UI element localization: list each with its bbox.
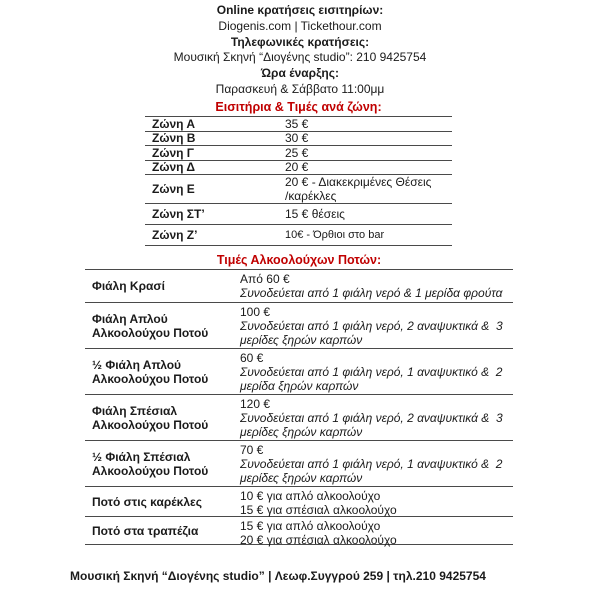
zone-price-line: 15 € θέσεις <box>285 207 345 221</box>
drink-price-cell <box>240 395 513 440</box>
drink-detail-line: μερίδες ξηρών καρπών <box>240 471 363 485</box>
drink-table-row <box>85 487 513 517</box>
drink-name-line: Αλκοολούχου Ποτού <box>92 463 209 478</box>
drink-table-row <box>85 303 513 349</box>
start-time-label: Ώρα έναρξης: <box>261 66 339 81</box>
zone-price-line: 10€ - Όρθιοι στο bar <box>285 229 385 241</box>
zone-price-line: 20 € - Διακεκριμένες Θέσεις <box>285 175 432 189</box>
drink-name-line: Αλκοολούχου Ποτού <box>92 417 209 432</box>
drink-name-line: Αλκοολούχου Ποτού <box>92 325 209 340</box>
zone-price-cell <box>285 132 452 146</box>
zone-price-cell <box>285 161 452 175</box>
drink-price-cell <box>240 517 513 547</box>
zone-name-cell: Ζώνη Γ <box>152 145 195 160</box>
online-booking-label: Online κρατήσεις εισιτηρίων: <box>216 3 384 17</box>
phone-booking-value: Μουσική Σκηνή “Διογένης studio”: 210 9425754 <box>173 50 427 65</box>
drink-price-cell <box>240 441 513 486</box>
zone-price-cell <box>285 146 452 160</box>
drink-detail-line: Συνοδεύεται από 1 φιάλη νερό, 1 αναψυκτικό & 2 <box>240 365 503 379</box>
zone-price-cell <box>285 204 452 224</box>
drink-name-cell <box>85 395 240 440</box>
drink-detail-line: μερίδα ξηρών καρπών <box>240 379 359 393</box>
drink-name-line: Ποτό στα τραπέζια <box>92 523 199 538</box>
drink-name-line: Ποτό στις καρέκλες <box>92 494 202 509</box>
zone-price-line: /καρέκλες <box>285 189 337 203</box>
zone-name-cell: Ζώνη Α <box>152 116 196 131</box>
drink-detail-line: Συνοδεύεται από 1 φιάλη νερό, 2 αναψυκτικά & 3 <box>240 319 503 333</box>
drink-table-row <box>85 270 513 303</box>
zone-name-cell: Ζώνη Δ <box>152 160 195 175</box>
drink-table-row <box>85 441 513 487</box>
drink-name-line: ½ Φιάλη Σπέσιαλ <box>92 449 191 464</box>
zone-table-row <box>145 204 452 225</box>
drink-price-cell <box>240 349 513 394</box>
drink-name-cell <box>85 517 240 544</box>
drink-detail-line: 100 € <box>240 305 271 319</box>
drink-table-row <box>85 395 513 441</box>
drink-name-cell <box>85 441 240 486</box>
zone-name-cell: Ζώνη Ε <box>152 182 195 196</box>
booking-info-header <box>0 3 600 98</box>
drink-name-line: ½ Φιάλη Απλού <box>92 357 182 372</box>
zone-price-line: 35 € <box>285 116 309 131</box>
zone-table-row <box>145 175 452 204</box>
zone-table-row <box>145 132 452 147</box>
drink-detail-line: 10 € για απλό αλκοολούχο <box>240 489 381 503</box>
drink-price-cell <box>240 270 513 302</box>
drink-detail-line: 60 € <box>240 351 264 365</box>
drink-detail-line: Συνοδεύεται από 1 φιάλη νερό & 1 μερίδα φρούτα <box>240 286 503 300</box>
zone-price-cell <box>285 175 452 203</box>
drink-name-line: Φιάλη Κρασί <box>92 279 165 293</box>
drinks-price-section <box>85 253 513 545</box>
drinks-table-title: Τιμές Αλκοολούχων Ποτών: <box>216 253 382 267</box>
drinks-table <box>85 269 513 545</box>
zone-price-line: 30 € <box>285 131 309 146</box>
zone-name-cell: Ζώνη Β <box>152 131 196 146</box>
start-time-value: Παρασκευή & Σάββατο 11:00μμ <box>215 81 385 96</box>
zone-table-row <box>145 117 452 132</box>
drink-detail-line: Συνοδεύεται από 1 φιάλη νερό, 2 αναψυκτικά & 3 <box>240 411 503 425</box>
drink-detail-line: μερίδες ξηρών καρπών <box>240 333 363 347</box>
drink-detail-line: μερίδες ξηρών καρπών <box>240 425 363 439</box>
drink-detail-line: 15 € για απλό αλκοολούχο <box>240 519 381 533</box>
drink-name-line: Φιάλη Σπέσιαλ <box>92 403 178 418</box>
phone-booking-label: Τηλεφωνικές κρατήσεις: <box>230 34 370 49</box>
drink-price-cell <box>240 303 513 348</box>
venue-address-footer: Μουσική Σκηνή “Διογένης studio” | Λεωφ.Συγγρού 259 | τηλ.210 9425754 <box>70 569 486 583</box>
zones-price-section <box>145 100 452 246</box>
zone-price-cell <box>285 225 452 245</box>
zone-price-cell <box>285 117 452 131</box>
drink-detail-line: Συνοδεύεται από 1 φιάλη νερό, 1 αναψυκτικό & 2 <box>240 457 503 471</box>
drink-table-row <box>85 349 513 395</box>
drink-price-cell <box>240 487 513 516</box>
zone-price-line: 25 € <box>285 145 309 160</box>
zone-table-row <box>145 225 452 246</box>
drink-name-line: Φιάλη Απλού <box>92 311 168 326</box>
drink-name-cell <box>85 270 240 302</box>
drink-name-cell <box>85 349 240 394</box>
drink-name-cell <box>85 303 240 348</box>
online-booking-sites: Diogenis.com | Tickethour.com <box>218 18 382 33</box>
drink-table-row <box>85 517 513 545</box>
zone-name-cell: Ζώνη Ζ’ <box>152 228 198 242</box>
zones-table <box>145 116 452 246</box>
zone-table-row <box>145 146 452 161</box>
drink-detail-line: 120 € <box>240 397 271 411</box>
zones-table-title: Εισιτήρια & Τιμές ανά ζώνη: <box>215 100 382 114</box>
zone-price-line: 20 € <box>285 160 309 175</box>
zone-name-cell: Ζώνη ΣΤ’ <box>152 207 205 221</box>
zone-table-row <box>145 161 452 176</box>
drink-detail-line: 70 € <box>240 443 264 457</box>
drink-name-cell <box>85 487 240 516</box>
drink-name-line: Αλκοολούχου Ποτού <box>92 371 209 386</box>
drink-detail-line: 20 € για σπέσιαλ αλκοολούχο <box>240 533 397 547</box>
drink-detail-line: Από 60 € <box>240 272 290 286</box>
drink-detail-line: 15 € για σπέσιαλ αλκοολούχο <box>240 503 397 517</box>
